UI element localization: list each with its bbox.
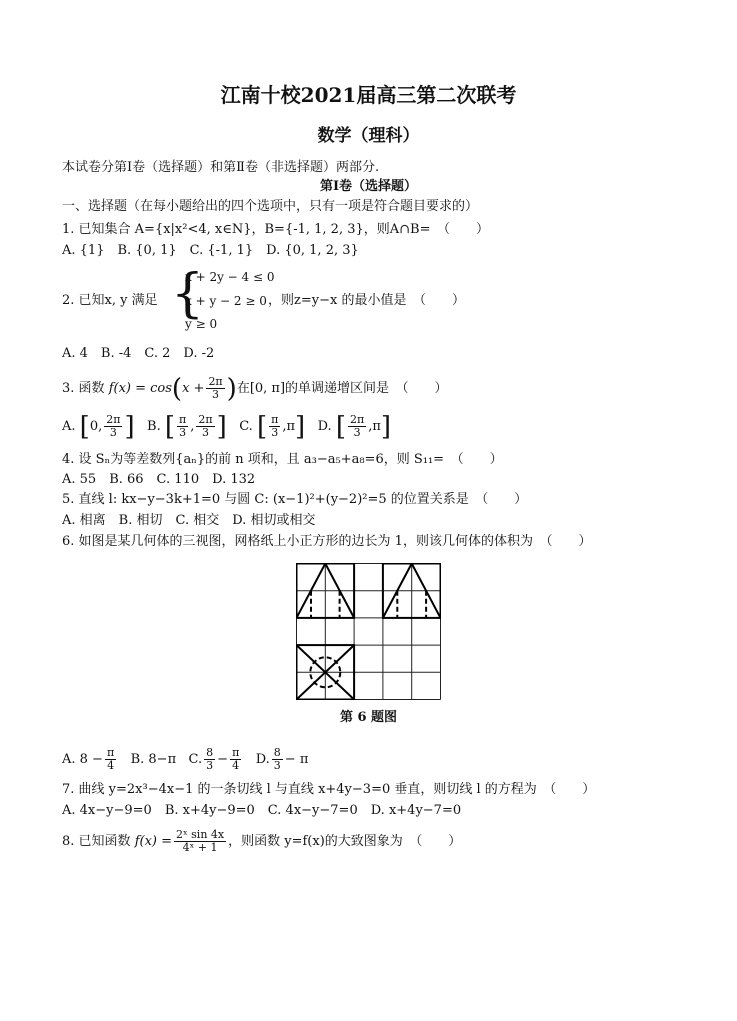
q2-constraint-2: x + y − 2 ≥ 0 — [185, 294, 267, 308]
q2-options: A. 4 B. -4 C. 2 D. -2 — [62, 346, 215, 361]
q3-opt-a-num: 2π — [106, 413, 121, 426]
q3-frac-num: 2π — [208, 375, 223, 388]
q6-opt-c-den1: 3 — [206, 759, 214, 772]
q3-options: A. [0, $\frac{2\pi}{3}$ ] B. [ $\frac{\pi}{3}$ , $\frac{2\pi}{3}$ ] C. [ $\frac{\pi}{3}$ ,π] D. [ $\frac{2\pi}{3}$ ,π] — [62, 411, 392, 442]
q6-opt-d-den: 3 — [273, 759, 281, 772]
q3-opt-c-frac — [269, 414, 280, 439]
part1-heading: 第Ⅰ卷（选择题） — [319, 179, 418, 194]
q1-options: A. {1} B. {0, 1} C. {-1, 1} D. {0, 1, 2, 3} — [62, 243, 359, 258]
intro-text: 本试卷分第Ⅰ卷（选择题）和第Ⅱ卷（非选择题）两部分. — [62, 160, 380, 175]
q6-opt-d-pre: D. — [255, 752, 270, 767]
q6-opt-d-num: 8 — [273, 746, 281, 759]
q3-opt-d-den: 3 — [353, 426, 361, 439]
q6-opt-c-frac1 — [204, 747, 215, 772]
q3-opt-c-num: π — [271, 413, 279, 426]
q6-opt-c-pre: C. — [188, 752, 203, 767]
q3-opt-c-right: ,π — [282, 419, 296, 434]
q3-opt-d-right: ,π — [368, 419, 381, 434]
q4-stem: 4. 设 Sₙ为等差数列{aₙ}的前 n 项和，且 a₃−a₅+a₈=6，则 S₁₁= （ ） — [62, 452, 503, 467]
q3-opt-c-den: 3 — [271, 426, 279, 439]
q3-arg: x + — [182, 381, 205, 396]
q3-stem — [62, 372, 448, 406]
exam-title: 江南十校2021届高三第二次联考 — [220, 83, 517, 107]
section1-heading: 一、选择题（在每小题给出的四个选项中，只有一项是符合题目要求的） — [62, 199, 479, 214]
q3-post: 在[0, π]的单调递增区间是 （ ） — [236, 381, 448, 396]
q8-stem — [62, 825, 461, 859]
q3-opt-a-left: 0, — [89, 419, 103, 434]
q6-opt-a-den: 4 — [107, 759, 115, 772]
q3-rparen: ) — [226, 373, 237, 404]
q1-stem: 1. 已知集合 A={x|x²<4, x∈N}，B={-1, 1, 2, 3}，则A∩B= （ ） — [62, 222, 489, 237]
q3-pre: 3. 函数 — [62, 381, 105, 396]
q3-opt-a-rb: ] — [124, 411, 135, 442]
q3-opt-a-frac — [104, 414, 122, 439]
q2-constraint-1: x + 2y − 4 ≤ 0 — [185, 270, 275, 284]
q3-opt-d-num: 2π — [349, 413, 365, 426]
q6-opt-a-num: π — [106, 746, 115, 759]
q2-brace: { — [171, 264, 205, 324]
q3-opt-b-frac2 — [196, 414, 214, 439]
q3-opt-c-rb: ] — [295, 411, 306, 442]
q6-opt-c-frac2 — [230, 747, 241, 772]
q3-opt-b-lb: [ — [164, 411, 176, 442]
q2-pre: 2. 已知x, y 满足 — [62, 293, 158, 308]
q6-options — [62, 743, 308, 777]
q3-opt-d-rb: ] — [380, 411, 392, 442]
q8-post: ，则函数 y=f(x)的大致图象为 （ ） — [228, 834, 462, 849]
q4-options: A. 55 B. 66 C. 110 D. 132 — [62, 472, 256, 487]
q6-opt-c-den2: 4 — [232, 759, 240, 772]
q8-frac-den: 4ˣ + 1 — [182, 841, 218, 854]
q3-opt-a-lb: [ — [79, 411, 90, 442]
q6-opt-c-num1: 8 — [206, 746, 214, 759]
q6-opt-b: B. 8−π — [130, 752, 177, 767]
q3-opt-b-num2: 2π — [198, 413, 213, 426]
q3-lparen: ( — [171, 373, 183, 404]
q3-opt-b-label: B. — [147, 419, 161, 434]
q3-opt-d-label: D. — [317, 419, 332, 434]
q6-opt-c-minus: − — [217, 752, 229, 767]
q6-opt-d-frac — [272, 747, 283, 772]
q2-post: ，则z=y−x 的最小值是 （ ） — [268, 293, 465, 308]
q3-frac-den: 3 — [212, 388, 220, 401]
q6-three-view-figure — [296, 563, 441, 700]
q7-stem: 7. 曲线 y=2x³−4x−1 的一条切线 l 与直线 x+4y−3=0 垂直，则切线 l 的方程为 （ ） — [62, 782, 596, 797]
q3-opt-b-den2: 3 — [202, 426, 209, 439]
subject-title: 数学（理科） — [317, 126, 420, 146]
q5-options: A. 相离 B. 相切 C. 相交 D. 相切或相交 — [62, 513, 316, 528]
q7-options: A. 4x−y−9=0 B. x+4y−9=0 C. 4x−y−7=0 D. x+4y−7=0 — [62, 803, 462, 818]
q8-pre: 8. 已知函数 — [62, 834, 131, 849]
q8-frac — [174, 829, 226, 854]
q6-stem: 6. 如图是某几何体的三视图，网格纸上小正方形的边长为 1，则该几何体的体积为 （ ） — [62, 534, 592, 549]
q2-constraint-3: y ≥ 0 — [185, 317, 218, 331]
q3-opt-b-num1: π — [179, 413, 187, 426]
q3-opt-b-den1: 3 — [179, 426, 187, 439]
q3-opt-c-label: C. — [239, 419, 253, 434]
q3-opt-a-label: A. — [62, 419, 76, 434]
q8-frac-num: 2ˣ sin 4x — [176, 828, 225, 841]
q6-opt-a-pre: A. 8 − — [62, 752, 103, 767]
q6-opt-c-num2: π — [232, 746, 240, 759]
q3-opt-b-frac1 — [177, 414, 188, 439]
q3-opt-b-rb: ] — [216, 411, 227, 442]
q6-opt-d-post: − π — [284, 752, 309, 767]
q3-opt-d-frac — [348, 414, 366, 439]
q5-stem: 5. 直线 l: kx−y−3k+1=0 与圆 C: (x−1)²+(y−2)²=5 的位置关系是 （ ） — [62, 492, 528, 507]
q6-opt-a-frac — [105, 747, 116, 772]
q3-opt-c-lb: [ — [256, 411, 268, 442]
q3-opt-d-lb: [ — [335, 411, 346, 442]
q6-caption: 第 6 题图 — [339, 710, 398, 725]
q3-frac — [206, 376, 224, 401]
q8-fx: f(x) = — [134, 834, 172, 849]
q3-fx: f(x) = cos — [108, 381, 172, 396]
q3-opt-a-den: 3 — [109, 426, 117, 439]
